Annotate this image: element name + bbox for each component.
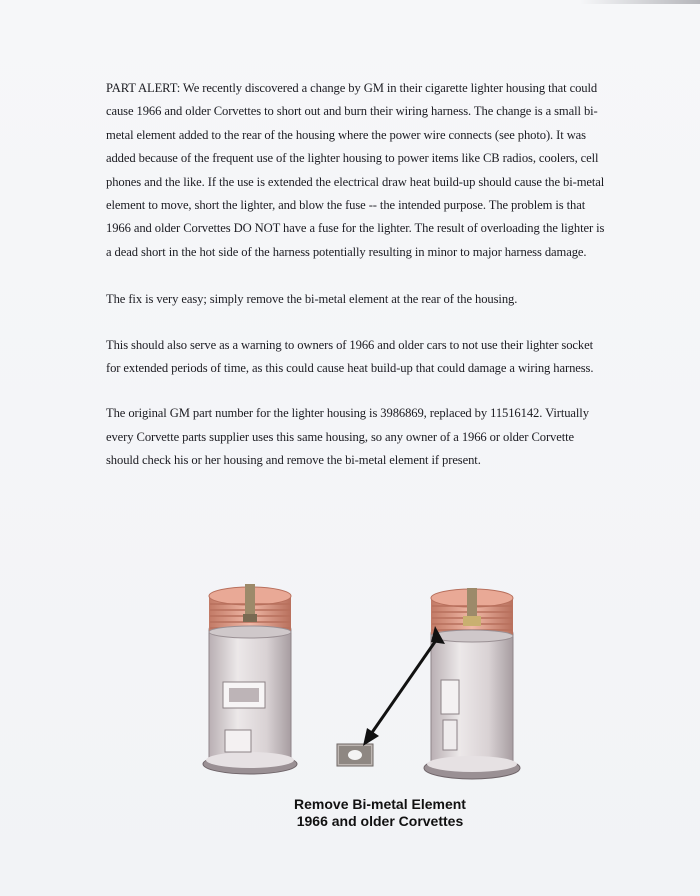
paragraph-part-number: The original GM part number for the lighter housing is 3986869, replaced by 11516142. Virtually every Corvette parts supplier uses this same housing, so any owner of a 1966 or older Corvette should check his or her housing and remove the bi-metal element if present. [106, 406, 589, 468]
paragraph-part-alert: PART ALERT: We recently discovered a change by GM in their cigarette lighter housing that could cause 1966 and older Corvettes to short out and burn their wiring harness. The change is a small bi-metal element added to the rear of the housing where the power wire connects (see photo). It was added because of the frequent use of the lighter housing to power items like CB radios, coolers, cell phones and the like. If the use is extended the electrical draw heat build-up should cause the bi-metal element to move, short the lighter, and blow the fuse -- the intended purpose. The problem is that 1966 and older Corvettes DO NOT have a fuse for the lighter. The result of overloading the lighter is a dead short in the hot side of the harness potentially resulting in minor to major harness damage. [106, 81, 605, 259]
scan-edge-mark [580, 0, 700, 4]
caption-line-2: 1966 and older Corvettes [296, 813, 464, 829]
article-body [106, 77, 606, 495]
paragraph-warning: This should also serve as a warning to owners of 1966 and older cars to not use their lighter socket for extended periods of time, as this could cause heat build-up that could damage a wiring harness. [106, 337, 594, 376]
caption-line-1: Remove Bi-metal Element [294, 796, 466, 812]
bi-metal-element-icon [337, 744, 373, 766]
figure-caption [230, 796, 530, 830]
lighter-housing-left-icon [203, 584, 297, 774]
paragraph-fix: The fix is very easy; simply remove the bi-metal element at the rear of the housing. [106, 292, 518, 307]
lighter-housing-right-icon [424, 588, 520, 779]
lighter-housing-photo [195, 584, 535, 784]
